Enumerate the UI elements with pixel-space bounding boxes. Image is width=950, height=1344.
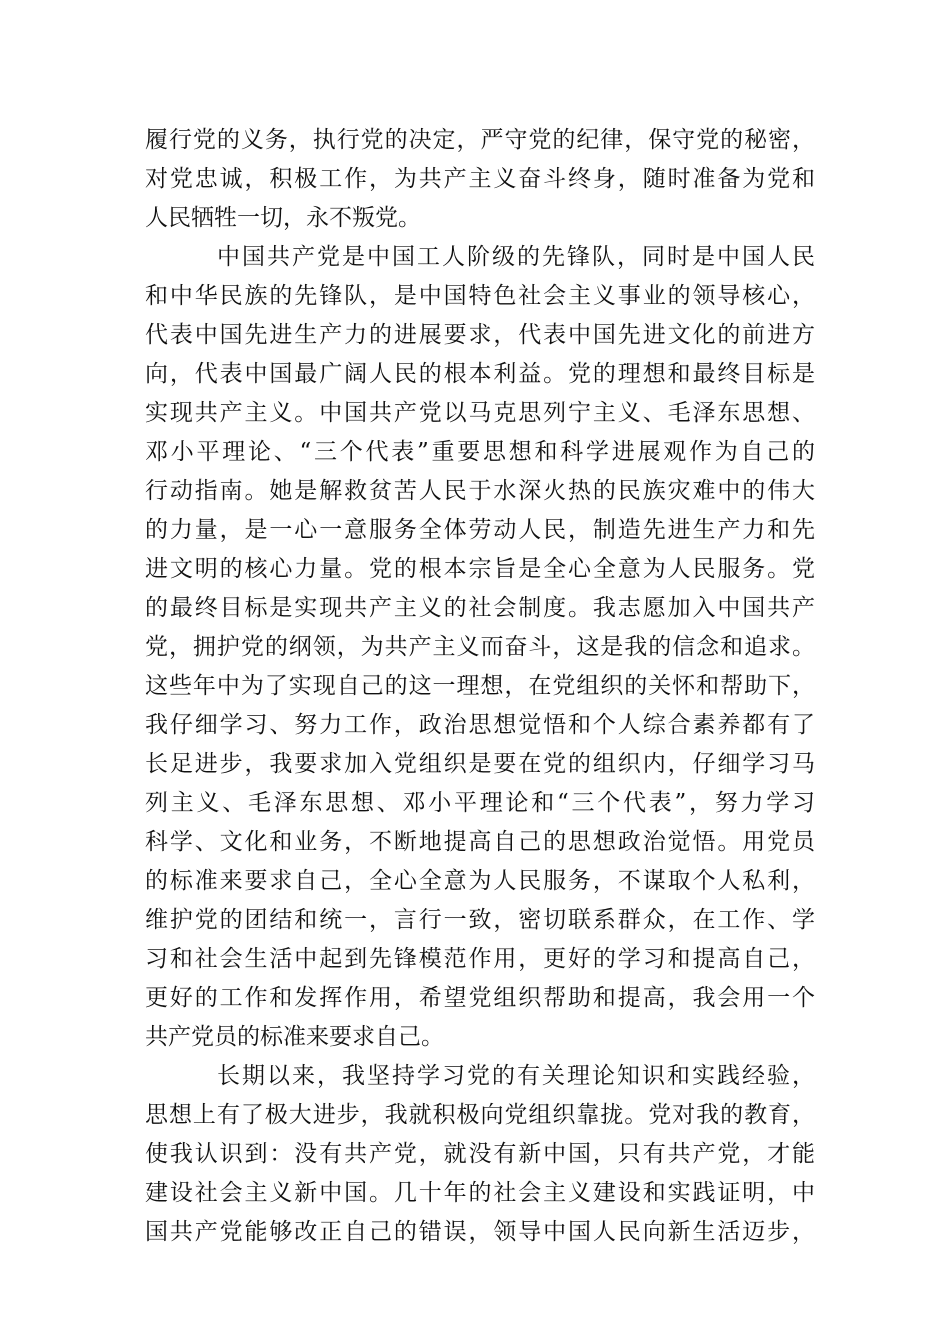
text-line: 更好的工作和发挥作用，希望党组织帮助和提高，我会用一个 (145, 985, 815, 1011)
text-line: 国共产党能够改正自己的错误，领导中国人民向新生活迈步， (145, 1219, 815, 1245)
document-body (145, 121, 815, 1252)
paragraph-2 (145, 238, 815, 1057)
text-line: 和中华民族的先锋队，是中国特色社会主义事业的领导核心， (145, 283, 815, 309)
text-line: 人民牺牲一切，永不叛党。 (145, 205, 421, 231)
text-line: 的标准来要求自己，全心全意为人民服务，不谋取个人私利， (145, 868, 815, 894)
text-line: 共产党员的标准来要求自己。 (145, 1024, 444, 1050)
text-line: 中国共产党是中国工人阶级的先锋队，同时是中国人民 (217, 244, 815, 270)
text-line: 进文明的核心力量。党的根本宗旨是全心全意为人民服务。党 (145, 556, 815, 582)
text-line: 代表中国先进生产力的进展要求，代表中国先进文化的前进方 (145, 322, 815, 348)
text-line: 长期以来，我坚持学习党的有关理论知识和实践经验， (217, 1063, 815, 1089)
text-line: 思想上有了极大进步，我就积极向党组织靠拢。党对我的教育， (145, 1102, 815, 1128)
text-line: 实现共产主义。中国共产党以马克思列宁主义、毛泽东思想、 (145, 400, 815, 426)
text-line: 习和社会生活中起到先锋模范作用，更好的学习和提高自己， (145, 946, 815, 972)
text-line: 邓小平理论、“三个代表”重要思想和科学进展观作为自己的 (145, 439, 815, 465)
text-line: 建设社会主义新中国。几十年的社会主义建设和实践证明，中 (145, 1180, 815, 1206)
text-line: 这些年中为了实现自己的这一理想，在党组织的关怀和帮助下， (145, 673, 815, 699)
text-line: 的最终目标是实现共产主义的社会制度。我志愿加入中国共产 (145, 595, 815, 621)
text-line: 维护党的团结和统一，言行一致，密切联系群众，在工作、学 (145, 907, 815, 933)
text-line: 行动指南。她是解救贫苦人民于水深火热的民族灾难中的伟大 (145, 478, 815, 504)
text-line: 使我认识到：没有共产党，就没有新中国，只有共产党，才能 (145, 1141, 815, 1167)
text-line: 我仔细学习、努力工作，政治思想觉悟和个人综合素养都有了 (145, 712, 815, 738)
text-line: 科学、文化和业务，不断地提高自己的思想政治觉悟。用党员 (145, 829, 815, 855)
paragraph-3 (145, 1057, 815, 1252)
text-line: 履行党的义务，执行党的决定，严守党的纪律，保守党的秘密， (145, 127, 815, 153)
text-line: 的力量，是一心一意服务全体劳动人民，制造先进生产力和先 (145, 517, 815, 543)
text-line: 党，拥护党的纲领，为共产主义而奋斗，这是我的信念和追求。 (145, 634, 815, 660)
text-line: 长足进步，我要求加入党组织是要在党的组织内，仔细学习马 (145, 751, 815, 777)
text-line: 列主义、毛泽东思想、邓小平理论和“三个代表”，努力学习 (145, 790, 815, 816)
text-line: 对党忠诚，积极工作，为共产主义奋斗终身，随时准备为党和 (145, 166, 815, 192)
paragraph-1 (145, 121, 815, 238)
text-line: 向，代表中国最广阔人民的根本利益。党的理想和最终目标是 (145, 361, 815, 387)
